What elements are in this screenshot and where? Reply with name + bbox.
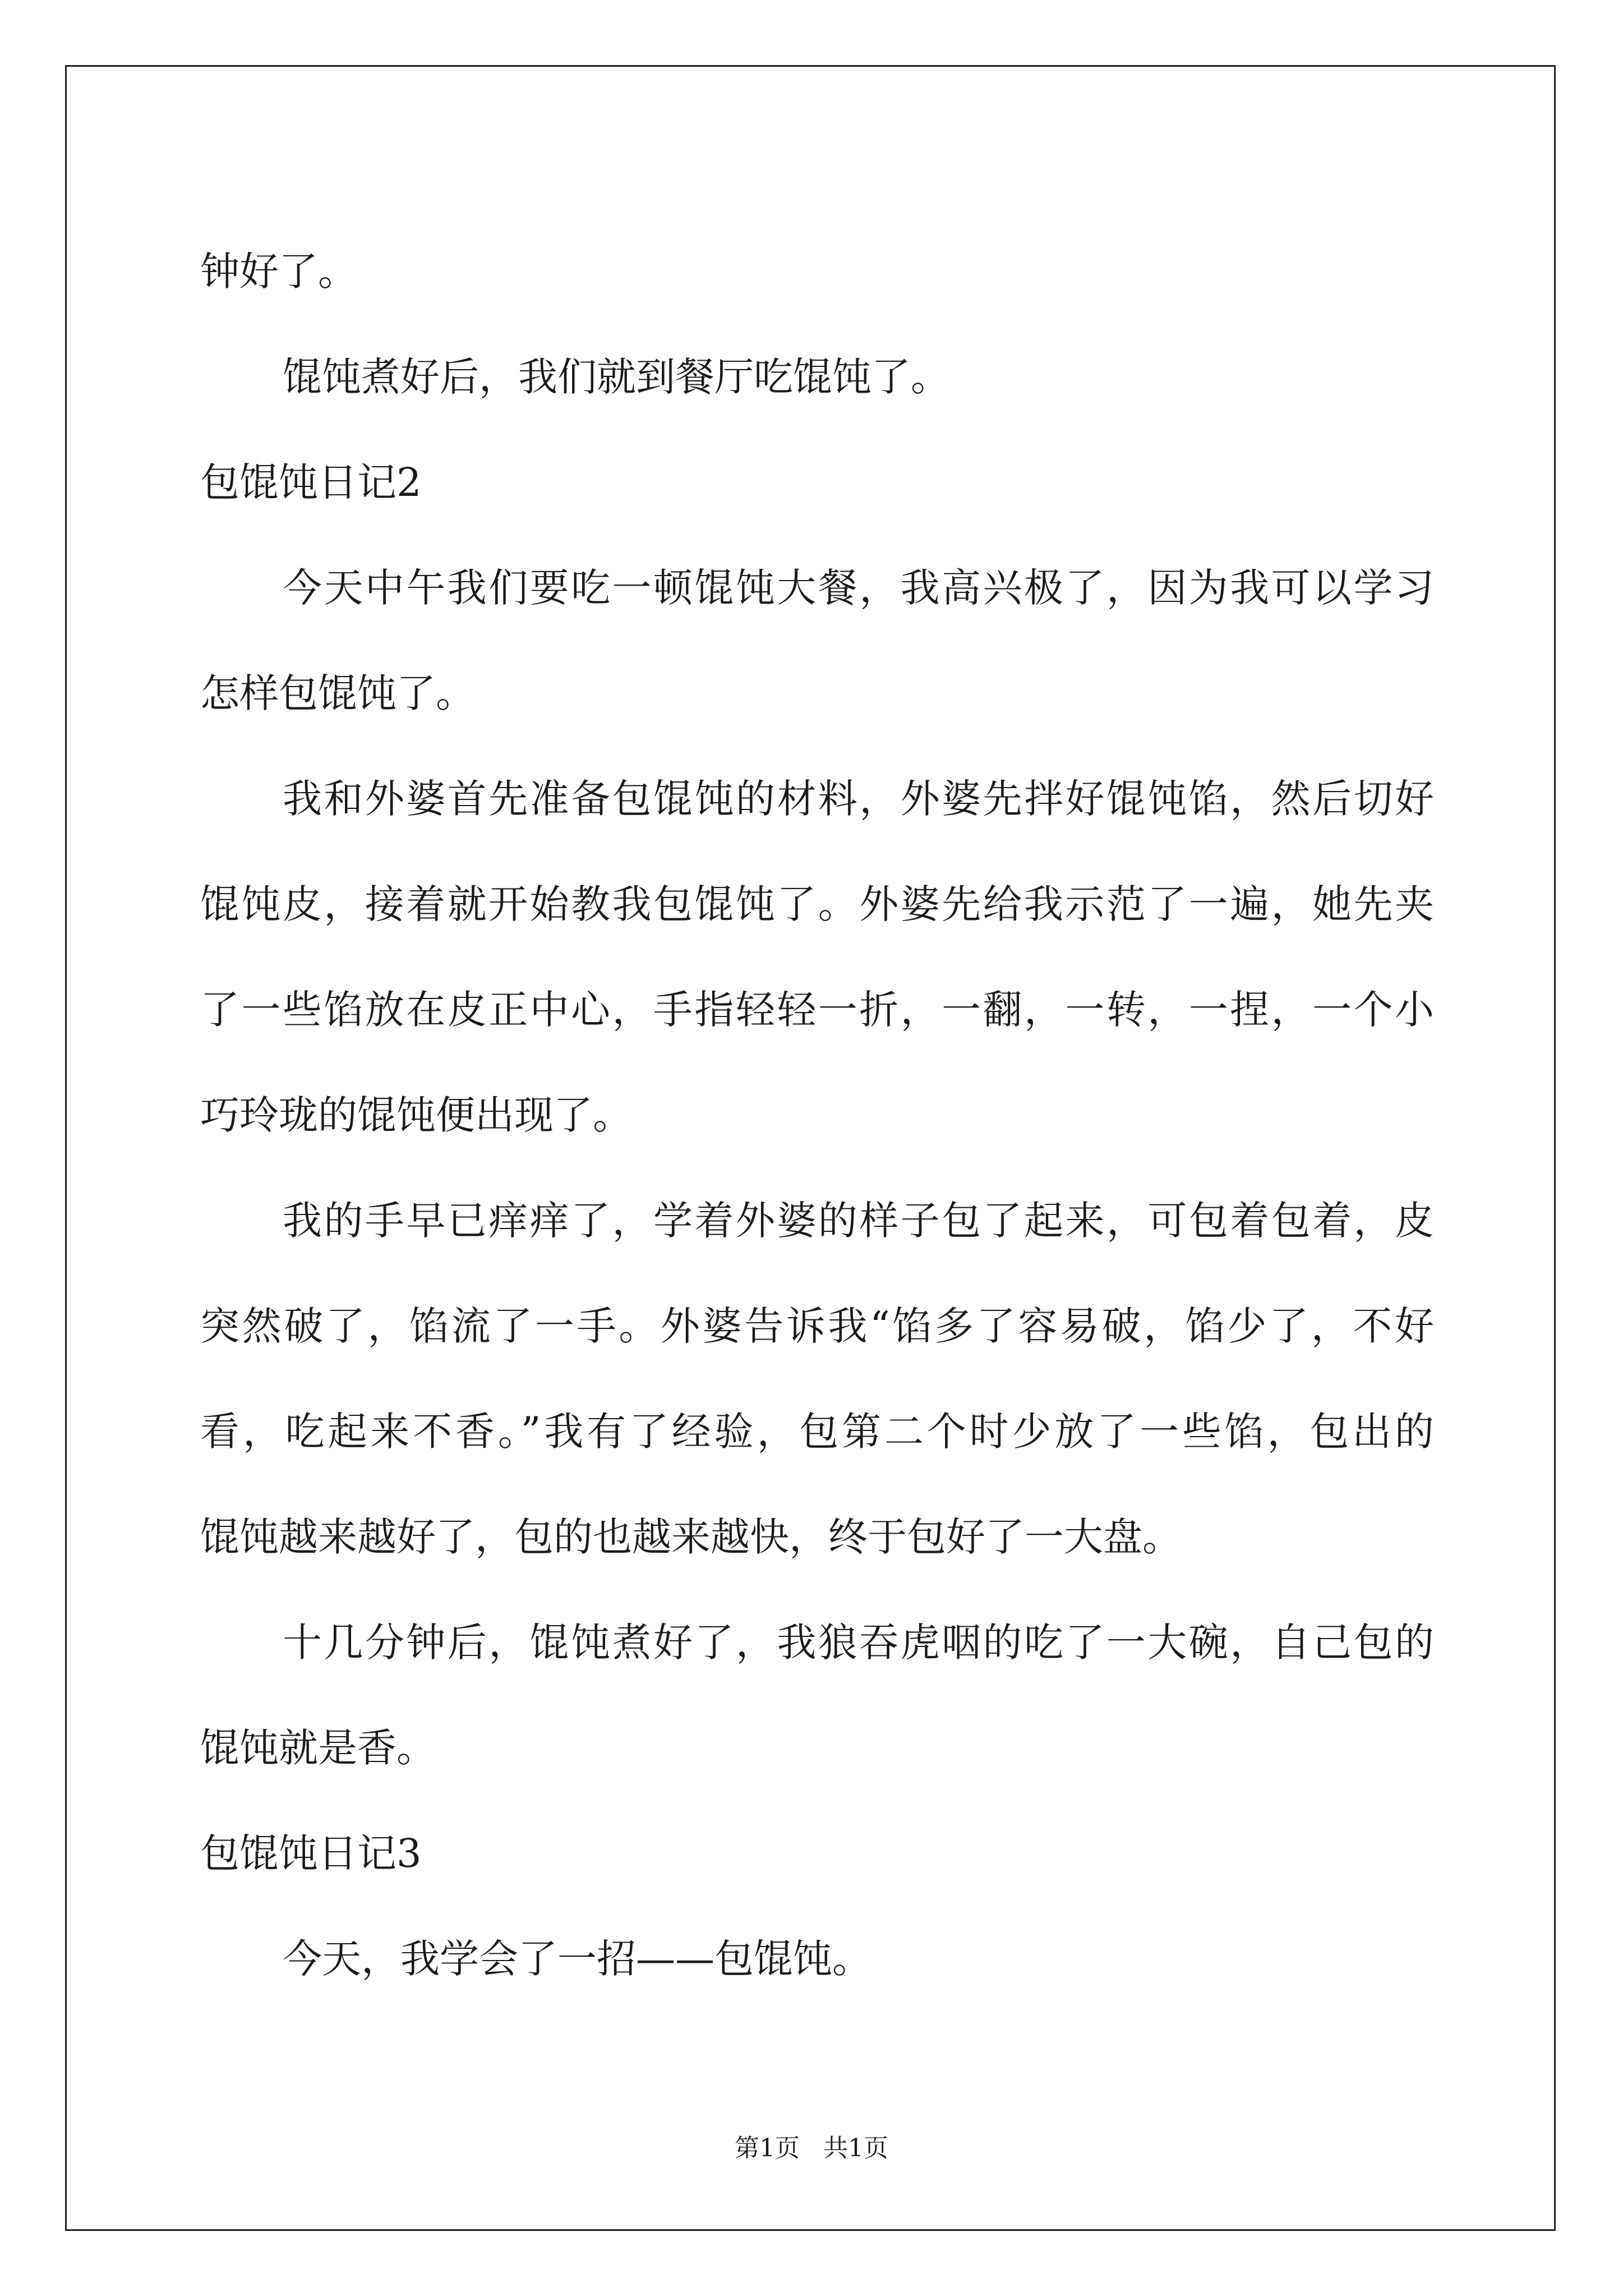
document-body bbox=[200, 219, 1434, 2012]
text-line: 怎样包馄饨了。 bbox=[200, 670, 475, 716]
text-line: 今天，我学会了一招——包馄饨。 bbox=[283, 1936, 872, 1982]
text-line: 我的手早已痒痒了，学着外婆的样子包了起来，可包着包着，皮 bbox=[283, 1198, 1434, 1244]
text-line: 馄饨就是香。 bbox=[200, 1725, 436, 1771]
text-line: 今天中午我们要吃一顿馄饨大餐，我高兴极了，因为我可以学习 bbox=[283, 565, 1434, 611]
text-line: 钟好了。 bbox=[200, 249, 357, 295]
section-heading: 包馄饨日记3 bbox=[200, 1830, 422, 1876]
section-heading: 包馄饨日记2 bbox=[200, 459, 422, 505]
text-line: 馄饨皮，接着就开始教我包馄饨了。外婆先给我示范了一遍，她先夹 bbox=[200, 881, 1434, 927]
text-line: 馄饨煮好后，我们就到餐厅吃馄饨了。 bbox=[283, 354, 950, 400]
text-line: 看，吃起来不香。”我有了经验，包第二个时少放了一些馅，包出的 bbox=[200, 1409, 1434, 1455]
text-line: 馄饨越来越好了，包的也越来越快，终于包好了一大盘。 bbox=[200, 1514, 1182, 1560]
text-line: 我和外婆首先准备包馄饨的材料，外婆先拌好馄饨馅，然后切好 bbox=[283, 776, 1434, 822]
text-line: 了一些馅放在皮正中心，手指轻轻一折，一翻，一转，一捏，一个小 bbox=[200, 987, 1434, 1033]
page-footer: 第1页 共1页 bbox=[735, 2134, 888, 2162]
text-line: 十几分钟后，馄饨煮好了，我狼吞虎咽的吃了一大碗，自己包的 bbox=[283, 1619, 1434, 1665]
text-line: 巧玲珑的馄饨便出现了。 bbox=[200, 1092, 632, 1138]
text-line: 突然破了，馅流了一手。外婆告诉我“馅多了容易破，馅少了，不好 bbox=[200, 1303, 1434, 1349]
